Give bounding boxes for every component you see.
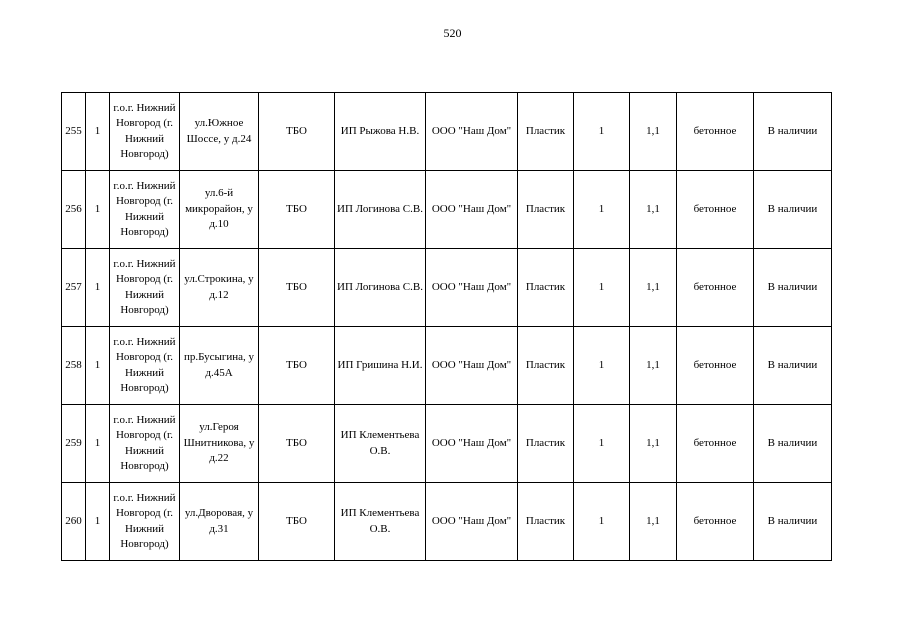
cell-operator: ООО "Наш Дом" [426, 249, 518, 327]
cell-material: Пластик [518, 405, 574, 483]
cell-material: Пластик [518, 93, 574, 171]
cell-owner: ИП Рыжова Н.В. [335, 93, 426, 171]
cell-container-count: 1 [574, 405, 630, 483]
cell-material: Пластик [518, 171, 574, 249]
cell-surface: бетонное [677, 93, 754, 171]
cell-surface: бетонное [677, 171, 754, 249]
cell-volume: 1,1 [630, 327, 677, 405]
cell-volume: 1,1 [630, 249, 677, 327]
cell-row-number: 258 [62, 327, 86, 405]
cell-volume: 1,1 [630, 93, 677, 171]
cell-address: ул.6-й микрорайон, у д.10 [180, 171, 259, 249]
cell-waste-type: ТБО [259, 405, 335, 483]
cell-owner: ИП Логинова С.В. [335, 249, 426, 327]
cell-surface: бетонное [677, 483, 754, 561]
cell-count: 1 [86, 405, 110, 483]
cell-container-count: 1 [574, 327, 630, 405]
cell-count: 1 [86, 327, 110, 405]
cell-material: Пластик [518, 249, 574, 327]
cell-operator: ООО "Наш Дом" [426, 93, 518, 171]
cell-waste-type: ТБО [259, 327, 335, 405]
cell-surface: бетонное [677, 405, 754, 483]
cell-locality: г.о.г. Нижний Новгород (г. Нижний Новгород) [110, 93, 180, 171]
cell-row-number: 255 [62, 93, 86, 171]
table-row [62, 93, 832, 171]
cell-locality: г.о.г. Нижний Новгород (г. Нижний Новгород) [110, 249, 180, 327]
cell-surface: бетонное [677, 249, 754, 327]
cell-status: В наличии [754, 171, 832, 249]
cell-container-count: 1 [574, 483, 630, 561]
cell-count: 1 [86, 249, 110, 327]
cell-row-number: 260 [62, 483, 86, 561]
cell-locality: г.о.г. Нижний Новгород (г. Нижний Новгород) [110, 483, 180, 561]
cell-locality: г.о.г. Нижний Новгород (г. Нижний Новгород) [110, 405, 180, 483]
cell-owner: ИП Гришина Н.И. [335, 327, 426, 405]
cell-address: ул.Героя Шнитникова, у д.22 [180, 405, 259, 483]
cell-volume: 1,1 [630, 483, 677, 561]
cell-status: В наличии [754, 483, 832, 561]
cell-waste-type: ТБО [259, 483, 335, 561]
registry-body [62, 93, 832, 561]
cell-container-count: 1 [574, 93, 630, 171]
cell-row-number: 259 [62, 405, 86, 483]
cell-locality: г.о.г. Нижний Новгород (г. Нижний Новгород) [110, 327, 180, 405]
cell-surface: бетонное [677, 327, 754, 405]
cell-count: 1 [86, 483, 110, 561]
cell-owner: ИП Клементьева О.В. [335, 483, 426, 561]
table-row [62, 405, 832, 483]
cell-count: 1 [86, 93, 110, 171]
cell-waste-type: ТБО [259, 93, 335, 171]
cell-operator: ООО "Наш Дом" [426, 483, 518, 561]
cell-waste-type: ТБО [259, 171, 335, 249]
table-row [62, 249, 832, 327]
cell-volume: 1,1 [630, 171, 677, 249]
table-row [62, 171, 832, 249]
cell-operator: ООО "Наш Дом" [426, 405, 518, 483]
cell-operator: ООО "Наш Дом" [426, 171, 518, 249]
cell-volume: 1,1 [630, 405, 677, 483]
cell-status: В наличии [754, 327, 832, 405]
table-row [62, 327, 832, 405]
table-row [62, 483, 832, 561]
cell-address: пр.Бусыгина, у д.45А [180, 327, 259, 405]
cell-count: 1 [86, 171, 110, 249]
cell-waste-type: ТБО [259, 249, 335, 327]
cell-status: В наличии [754, 93, 832, 171]
page-number: 520 [443, 26, 462, 40]
registry-table [61, 92, 832, 561]
cell-owner: ИП Логинова С.В. [335, 171, 426, 249]
cell-row-number: 257 [62, 249, 86, 327]
cell-address: ул.Дворовая, у д.31 [180, 483, 259, 561]
cell-owner: ИП Клементьева О.В. [335, 405, 426, 483]
cell-container-count: 1 [574, 171, 630, 249]
cell-locality: г.о.г. Нижний Новгород (г. Нижний Новгород) [110, 171, 180, 249]
cell-material: Пластик [518, 483, 574, 561]
cell-material: Пластик [518, 327, 574, 405]
cell-row-number: 256 [62, 171, 86, 249]
cell-address: ул.Южное Шоссе, у д.24 [180, 93, 259, 171]
cell-container-count: 1 [574, 249, 630, 327]
cell-address: ул.Строкина, у д.12 [180, 249, 259, 327]
cell-status: В наличии [754, 249, 832, 327]
cell-status: В наличии [754, 405, 832, 483]
cell-operator: ООО "Наш Дом" [426, 327, 518, 405]
